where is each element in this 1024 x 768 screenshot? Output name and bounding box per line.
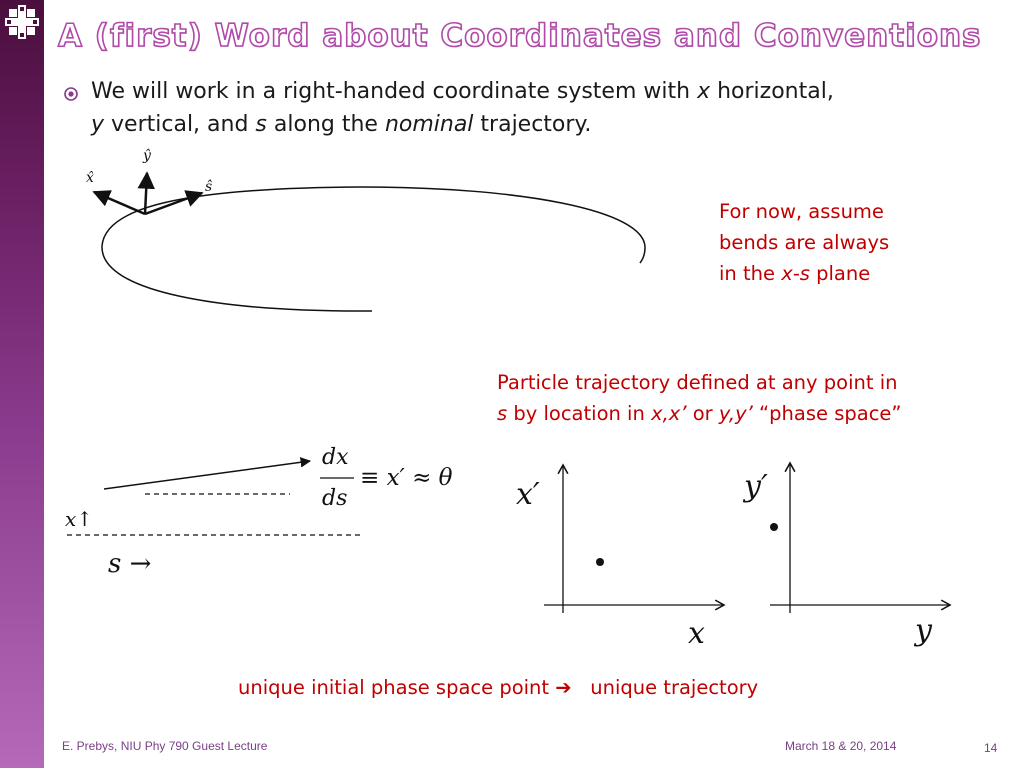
nominal-orbit xyxy=(102,187,645,311)
x-axis-label: x xyxy=(688,616,705,651)
note-phase-space: Particle trajectory defined at any point in s by location in x,x’ or y,y’ “phase space” xyxy=(497,371,902,425)
slope-diagram xyxy=(65,445,453,579)
footer-date: March 18 & 20, 2014 xyxy=(785,739,897,753)
s-axis-arrow xyxy=(145,193,202,214)
xhat-label: x̂ xyxy=(86,170,94,186)
bullet-text: We will work in a right-handed coordinate system with x horizontal, y vertical, and s along the nominal trajectory. xyxy=(91,79,834,137)
page-number: 14 xyxy=(984,741,998,755)
yp-axis-label: y′ xyxy=(744,469,768,504)
phase-point-y xyxy=(770,523,778,531)
implies-arrow-icon: ➔ xyxy=(555,676,572,699)
phase-space-y xyxy=(742,463,950,648)
x-up-label: x↑ xyxy=(65,507,94,531)
phase-space-x xyxy=(516,465,724,651)
coordinate-triad xyxy=(86,147,212,214)
conclusion-line: unique initial phase space point ➔ unique trajectory xyxy=(238,676,759,699)
equiv-expression: ≡ x′ ≈ θ xyxy=(360,465,453,491)
ds-label: ds xyxy=(322,486,348,511)
shat-label: ŝ xyxy=(205,179,213,195)
xp-axis-label: x′ xyxy=(516,477,540,512)
y-axis-label: y xyxy=(915,613,932,648)
note-bends: For now, assume bends are always in the x-s plane xyxy=(719,200,890,285)
s-right-label: s → xyxy=(108,549,152,579)
trajectory-arrow xyxy=(104,461,310,489)
footer-author: E. Prebys, NIU Phy 790 Guest Lecture xyxy=(62,739,268,753)
slide-title: A (first) Word about Coordinates and Conventions xyxy=(58,18,982,54)
yhat-label: ŷ xyxy=(143,148,151,164)
dx-label: dx xyxy=(322,445,349,470)
phase-point-x xyxy=(596,558,604,566)
